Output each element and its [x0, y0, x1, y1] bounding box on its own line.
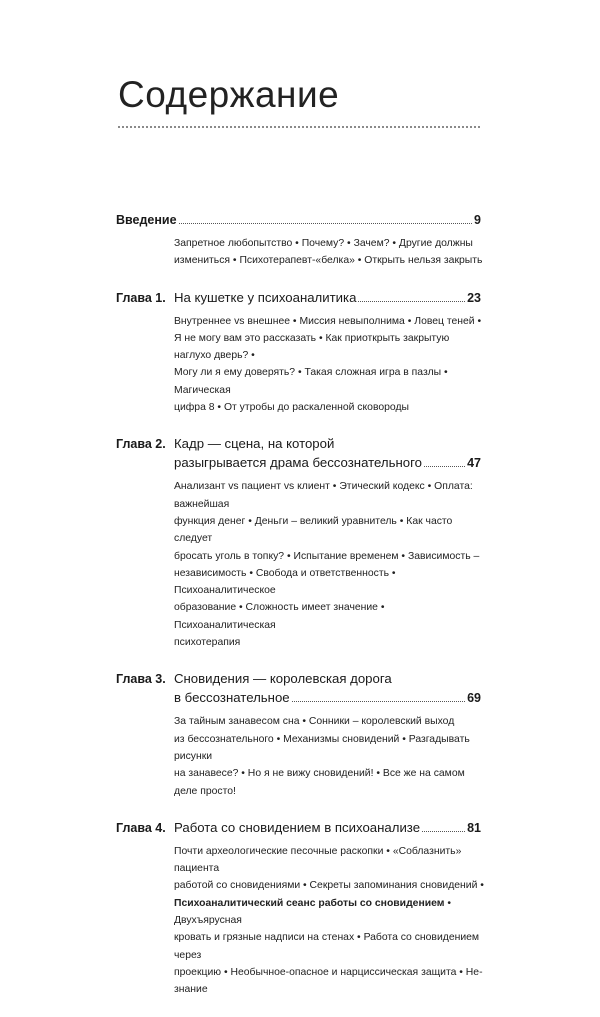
- topic-line: [174, 895, 486, 930]
- title-divider: [118, 126, 480, 128]
- topic-line: бросать уголь в топку? • Испытание временем • Зависимость –: [174, 550, 480, 562]
- dot-leader: [292, 701, 465, 702]
- topic-line-tail: • Двухъярусная: [174, 897, 451, 927]
- chapter-title-first-line: Сновидения — королевская дорога: [174, 671, 392, 687]
- topic-line: независимость • Свобода и ответственность • Психоаналитическое: [174, 567, 396, 597]
- dot-leader: [358, 301, 465, 302]
- topic-line: Я не могу вам это рассказать • Как приоткрыть закрытую наглухо дверь? •: [174, 332, 450, 362]
- table-of-contents: [116, 210, 484, 1017]
- page-title: Содержание: [118, 74, 340, 115]
- intro-label: Введение: [116, 213, 177, 227]
- topics-list: [174, 713, 486, 799]
- topic-line: Запретное любопытство • Почему? • Зачем? • Другие должны: [174, 238, 473, 249]
- page-number: 69: [467, 691, 481, 706]
- topic-line: Внутреннее vs внешнее • Миссия невыполнима • Ловец теней •: [174, 315, 482, 327]
- topics-list: [174, 235, 486, 270]
- toc-entry-chapter-1[interactable]: [116, 288, 481, 417]
- topic-line: Почти археологические песочные раскопки • «Соблазнить» пациента: [174, 845, 462, 875]
- toc-entry-chapter-3[interactable]: [116, 669, 481, 799]
- dot-leader: [179, 223, 472, 224]
- topic-line: кровать и грязные надписи на стенах • Работа со сновидением через: [174, 932, 480, 961]
- dot-leader: [424, 466, 465, 467]
- topics-list: [174, 313, 486, 417]
- chapter-label: Глава 4.: [116, 820, 166, 835]
- chapter-title: Работа со сновидением в психоанализе: [174, 819, 421, 835]
- topic-line: Анализант vs пациент vs клиент • Этический кодекс • Оплата: важнейшая: [174, 481, 473, 510]
- topic-line: За тайным занавесом сна • Сонники – королевский выход: [174, 716, 455, 728]
- chapter-label: Глава 3.: [116, 672, 166, 687]
- topic-line: цифра 8 • От утробы до раскаленной сковороды: [174, 402, 409, 414]
- page-number: 81: [467, 820, 481, 835]
- topic-line: на занавесе? • Но я не вижу сновидений! • Все же на самом деле просто!: [174, 768, 465, 797]
- page-number: 9: [474, 213, 481, 227]
- topics-list: [174, 843, 486, 999]
- topic-line: функция денег • Деньги – великий уравнитель • Как часто следует: [174, 515, 453, 545]
- topic-line: Могу ли я ему доверять? • Такая сложная игра в пазлы • Магическая: [174, 367, 448, 396]
- chapter-title: На кушетке у психоаналитика: [174, 289, 357, 305]
- topics-list: [174, 478, 486, 651]
- chapter-title-first-line: Кадр — сцена, на которой: [174, 436, 335, 452]
- chapter-title: в бессознательное: [174, 690, 290, 706]
- topic-line: психотерапия: [174, 637, 241, 649]
- topic-line: образование • Сложность имеет значение • Психоаналитическая: [174, 602, 385, 631]
- dot-leader: [422, 831, 465, 832]
- topic-line: работой со сновидениями • Секреты запоминания сновидений •: [174, 880, 484, 892]
- page-number: 23: [467, 290, 481, 305]
- bold-topic: Психоаналитический сеанс работы со сновидением: [174, 897, 445, 909]
- page-number: 47: [467, 456, 481, 471]
- topic-line: проекцию • Необычное-опасное и нарциссическая защита • Не-знание: [174, 966, 483, 996]
- toc-entry-chapter-2[interactable]: [116, 434, 481, 651]
- toc-entry-intro[interactable]: [116, 210, 481, 270]
- toc-entry-chapter-4[interactable]: [116, 818, 484, 999]
- chapter-title: разыгрывается драма бессознательного: [174, 455, 422, 471]
- topic-line: измениться • Психотерапевт-«белка» • Открыть нельзя закрыть: [174, 255, 483, 267]
- chapter-label: Глава 2.: [116, 437, 166, 452]
- chapter-label: Глава 1.: [116, 290, 166, 305]
- topic-line: из бессознательного • Механизмы сновидений • Разгадывать рисунки: [174, 733, 470, 762]
